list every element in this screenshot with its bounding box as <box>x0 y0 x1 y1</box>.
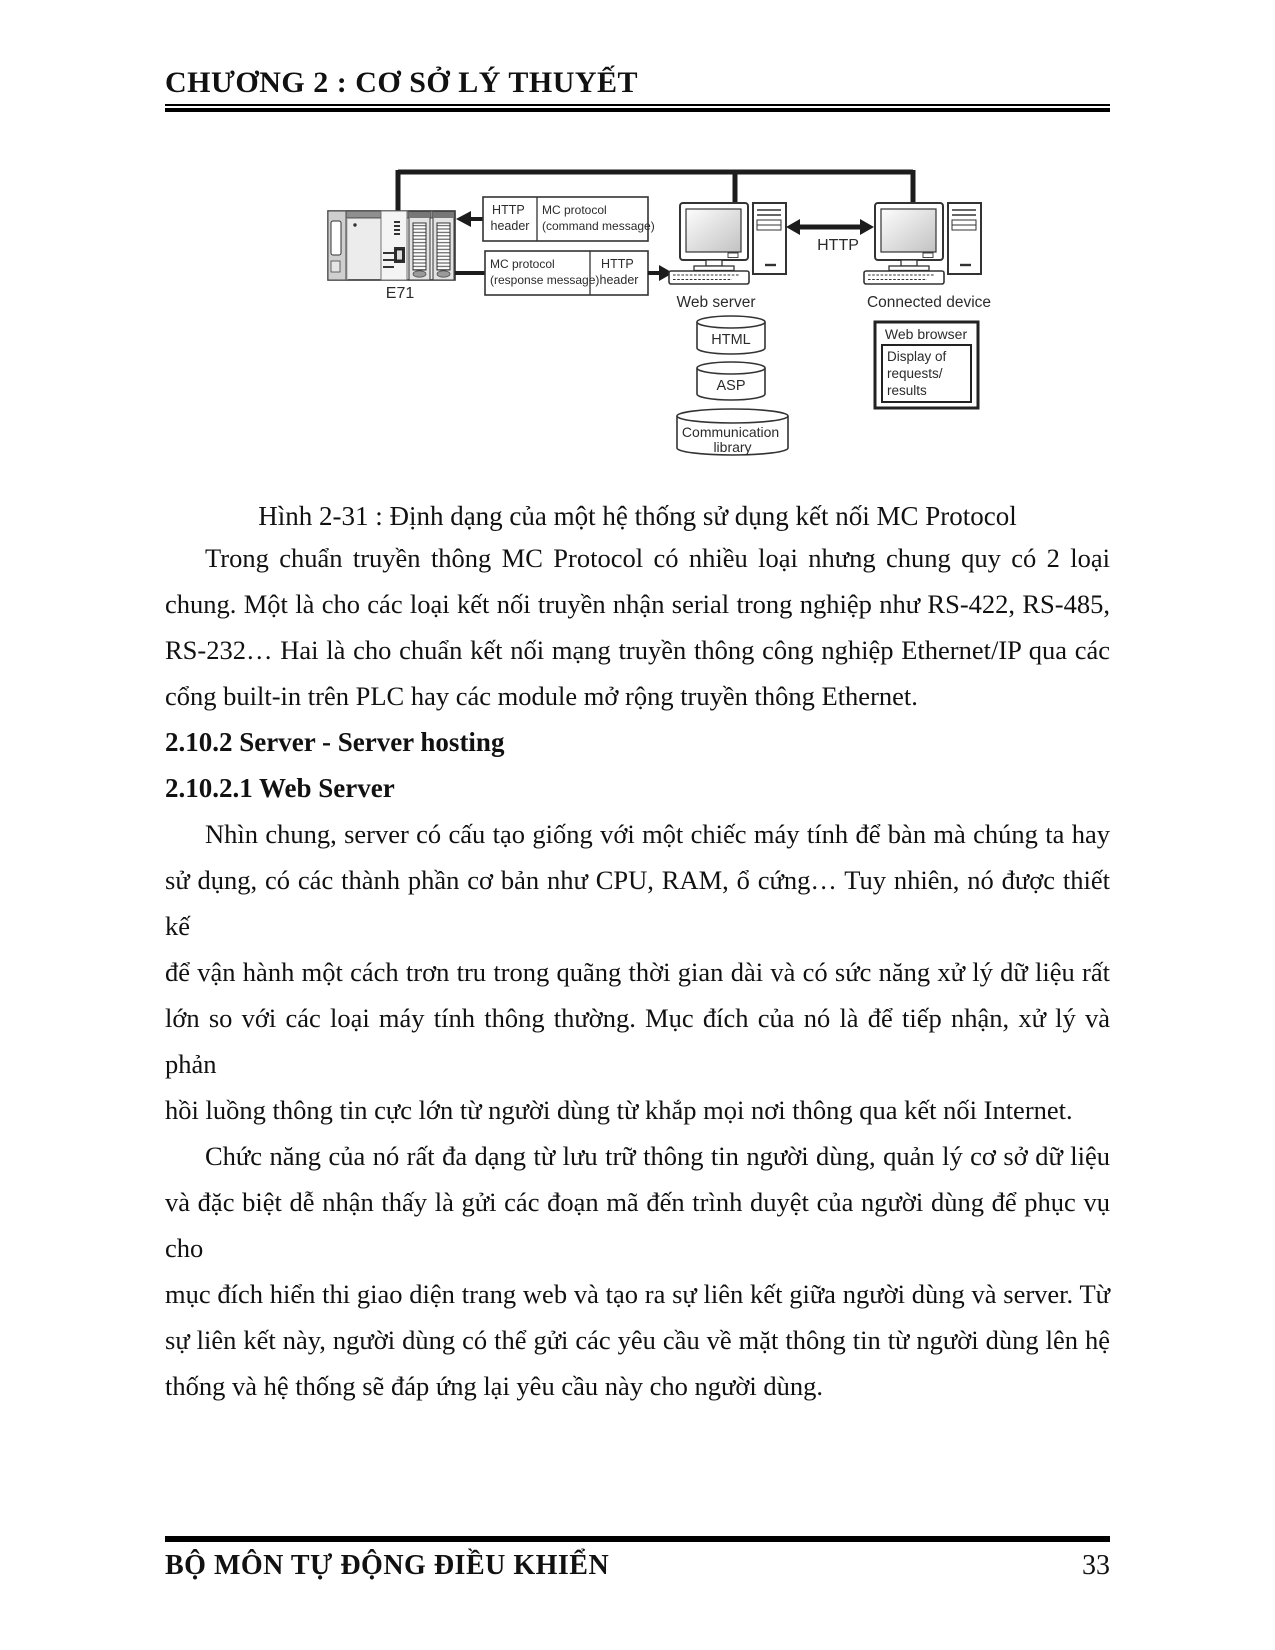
paragraph-web-server-1 <box>165 811 1110 1133</box>
paragraph-web-server-2 <box>165 1133 1110 1409</box>
communication-library-cylinder <box>677 409 788 455</box>
footer-department: BỘ MÔN TỰ ĐỘNG ĐIỀU KHIỂN <box>165 1550 610 1581</box>
arrow-left-icon <box>456 211 471 227</box>
text-line: lớn so với các loại máy tính thông thường. Mục đích của nó là để tiếp nhận, xử lý và phản <box>165 1003 1110 1079</box>
web-server-label: Web server <box>676 294 756 311</box>
text-line: hồi luồng thông tin cực lớn từ người dùng từ khắp mọi nơi thông qua kết nối Internet. <box>165 1095 1073 1125</box>
svg-text:HTTP header: HTTP header <box>490 203 530 233</box>
svg-text:MC protocol (respons: MC protocol (response message) <box>490 257 600 287</box>
body-text <box>165 535 1110 1409</box>
svg-text:HTTP header: HTTP header <box>599 257 639 287</box>
text-line: Trong chuẩn truyền thông MC Protocol có nhiều loại nhưng chung quy có 2 loại <box>205 543 1110 573</box>
plc-label: E71 <box>385 285 415 302</box>
header-rule <box>165 104 1110 112</box>
text-line: và đặc biệt dễ nhận thấy là gửi các đoạn mã đến trình duyệt của người dùng để phục vụ cho <box>165 1187 1110 1263</box>
page-header <box>165 66 1110 112</box>
mc-protocol-diagram <box>295 145 1005 470</box>
web-browser-box <box>875 322 978 408</box>
web-server-computer <box>669 203 786 284</box>
text-line: cổng built-in trên PLC hay các module mở rộng truyền thông Ethernet. <box>165 681 918 711</box>
svg-text:ASP: ASP <box>716 378 746 394</box>
svg-text:Display of requests/: Display of requests/ results <box>887 349 947 398</box>
text-line: Nhìn chung, server có cấu tạo giống với một chiếc máy tính để bàn mà chúng ta hay <box>205 819 1110 849</box>
connected-device-label: Connected device <box>866 294 992 311</box>
response-message-box <box>455 251 673 295</box>
figure-caption: Hình 2-31 : Định dạng của một hệ thống sử dụng kết nối MC Protocol <box>258 501 1017 531</box>
heading-server-hosting: 2.10.2 Server - Server hosting <box>165 727 505 757</box>
plc-unit <box>328 211 455 280</box>
arrow-right-icon <box>860 219 874 235</box>
command-message-box <box>456 197 655 241</box>
asp-cylinder <box>697 362 765 400</box>
text-line: sự liên kết này, người dùng có thể gửi các yêu cầu về mặt thông tin từ người dùng lên hệ <box>165 1325 1110 1355</box>
text-line: thống và hệ thống sẽ đáp ứng lại yêu cầu này cho người dùng. <box>165 1371 823 1401</box>
text-line: Chức năng của nó rất đa dạng từ lưu trữ thông tin người dùng, quản lý cơ sở dữ liệu <box>205 1141 1110 1171</box>
heading-web-server: 2.10.2.1 Web Server <box>165 773 395 803</box>
text-line: mục đích hiển thi giao diện trang web và tạo ra sự liên kết giữa người dùng và server. Từ <box>165 1279 1110 1309</box>
text-line: để vận hành một cách trơn tru trong quãng thời gian dài và có sức năng xử lý dữ liệu rất <box>165 957 1110 987</box>
paragraph-mc-protocol <box>165 535 1110 719</box>
footer-rule <box>165 1536 1110 1542</box>
http-arrow-label: HTTP <box>817 237 859 254</box>
svg-text:MC protocol (command: MC protocol (command message) <box>542 203 655 233</box>
network-bus-lines <box>398 170 913 212</box>
text-line: sử dụng, có các thành phần cơ bản như CPU, RAM, ổ cứng… Tuy nhiên, nó được thiết kế <box>165 865 1110 941</box>
svg-text:Communication librar: Communication library <box>681 424 780 455</box>
connected-device-computer <box>864 203 981 284</box>
arrow-left-icon <box>786 219 800 235</box>
page-footer <box>165 1536 1110 1582</box>
text-line: chung. Một là cho các loại kết nối truyền nhận serial trong nghiệp như RS-422, RS-485, <box>165 589 1110 619</box>
chapter-title: CHƯƠNG 2 : CƠ SỞ LÝ THUYẾT <box>165 66 639 99</box>
http-double-arrow <box>786 219 874 235</box>
html-cylinder <box>697 316 765 354</box>
svg-text:HTML: HTML <box>711 332 751 348</box>
text-line: RS-232… Hai là cho chuẩn kết nối mạng truyền thông công nghiệp Ethernet/IP qua các <box>165 635 1110 665</box>
page-number: 33 <box>1082 1550 1110 1581</box>
svg-text:Web browser: Web browser <box>884 326 968 342</box>
